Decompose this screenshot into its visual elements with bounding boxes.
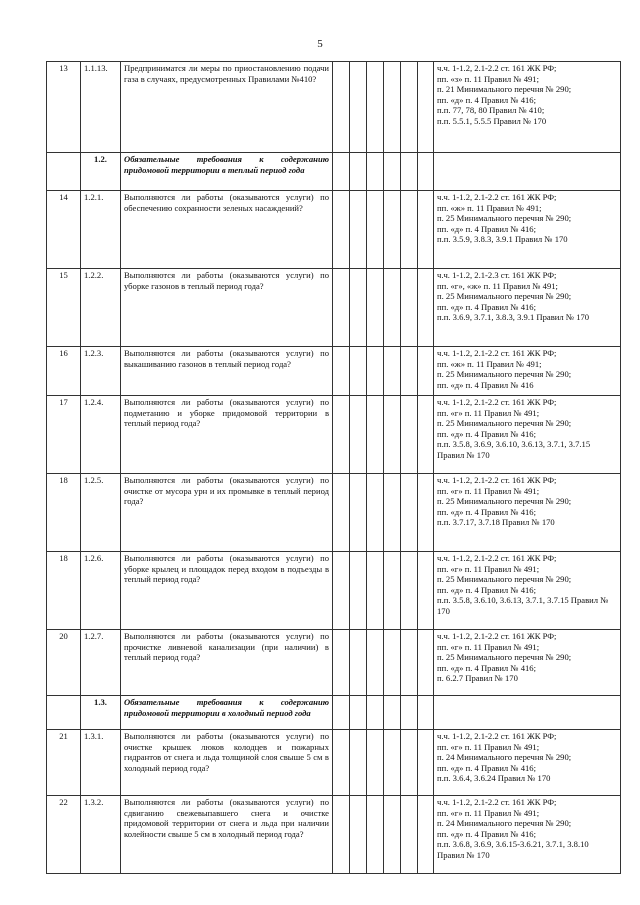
reference-line: пп. «з» п. 11 Правил № 491;: [437, 73, 539, 84]
answer-cell: [367, 62, 384, 153]
answer-cell: [401, 474, 418, 552]
item-code-cell: 1.2.4.: [81, 396, 121, 474]
reference-line: п.п. 3.6.9, 3.7.1, 3.8.3, 3.9.1 Правил № 170: [437, 312, 590, 322]
reference-cell: [434, 630, 621, 696]
reference-line: пп. «г» п. 11 Правил № 491;: [437, 741, 540, 752]
answer-cell: [418, 630, 434, 696]
answer-cell: [418, 347, 434, 396]
item-code-cell: 1.1.13.: [81, 62, 121, 153]
answer-cell: [333, 191, 350, 269]
reference-line: пп. «г» п. 11 Правил № 491;: [437, 485, 540, 496]
section-row: [47, 696, 621, 730]
reference-cell: [434, 396, 621, 474]
item-code-cell: 1.2.2.: [81, 269, 121, 347]
row-number-cell: 17: [47, 396, 81, 474]
reference-line: пп. «г» п. 11 Правил № 491;: [437, 807, 540, 818]
question-cell: Выполняются ли работы (оказываются услуги) по уборке крылец и площадок перед входом в подъезды в теплый период года?: [121, 552, 333, 630]
reference-line: п. 25 Минимального перечня № 290;: [437, 213, 572, 223]
item-code-cell: 1.2.1.: [81, 191, 121, 269]
row-number-cell: [47, 696, 81, 730]
answer-cell: [350, 730, 367, 796]
answer-cell: [401, 696, 418, 730]
table-row: [47, 62, 621, 153]
answer-cell: [333, 153, 350, 191]
answer-cell: [401, 269, 418, 347]
reference-line: ч.ч. 1-1.2, 2.1-2.2 ст. 161 ЖК РФ;: [437, 731, 557, 741]
answer-cell: [418, 153, 434, 191]
question-cell: Выполняются ли работы (оказываются услуги) по очистке крышек люков колодцев и пожарных гидрантов от снега и льда толщиной слоя свыше 5 см в холодный период года?: [121, 730, 333, 796]
answer-cell: [418, 62, 434, 153]
reference-line: ч.ч. 1-1.2, 2.1-2.2 ст. 161 ЖК РФ;: [437, 475, 557, 485]
reference-cell: [434, 62, 621, 153]
question-cell: Выполняются ли работы (оказываются услуги) по выкашиванию газонов в теплый период года?: [121, 347, 333, 396]
question-cell: Выполняются ли работы (оказываются услуги) по очистке от мусора урн и их промывке в теплый период года?: [121, 474, 333, 552]
question-cell: Предприниматся ли меры по приостановлению подачи газа в случаях, предусмотренных Правилами №410?: [121, 62, 333, 153]
section-code-cell: 1.3.: [81, 696, 121, 730]
reference-line: п. 24 Минимального перечня № 290;: [437, 818, 572, 828]
answer-cell: [418, 191, 434, 269]
item-code-cell: 1.2.5.: [81, 474, 121, 552]
reference-cell: [434, 347, 621, 396]
table-row: [47, 730, 621, 796]
table-row: [47, 191, 621, 269]
reference-line: п.п. 3.7.17, 3.7.18 Правил № 170: [437, 517, 555, 527]
reference-line: пп. «д» п. 4 Правил № 416;: [437, 223, 536, 234]
row-number-cell: 22: [47, 796, 81, 874]
answer-cell: [367, 730, 384, 796]
reference-line: п. 25 Минимального перечня № 290;: [437, 574, 572, 584]
reference-cell: [434, 153, 621, 191]
answer-cell: [350, 796, 367, 874]
answer-cell: [401, 396, 418, 474]
reference-line: п.п. 3.5.9, 3.8.3, 3.9.1 Правил № 170: [437, 234, 568, 244]
answer-cell: [350, 62, 367, 153]
item-code-cell: 1.2.3.: [81, 347, 121, 396]
reference-line: ч.ч. 1-1.2, 2.1-2.2 ст. 161 ЖК РФ;: [437, 192, 557, 202]
answer-cell: [384, 696, 401, 730]
answer-cell: [401, 796, 418, 874]
reference-line: пп. «д» п. 4 Правил № 416;: [437, 301, 536, 312]
row-number-cell: [47, 153, 81, 191]
table-row: [47, 630, 621, 696]
answer-cell: [384, 191, 401, 269]
reference-line: ч.ч. 1-1.2, 2.1-2.2 ст. 161 ЖК РФ;: [437, 553, 557, 563]
reference-line: п.п. 3.5.8, 3.6.9, 3.6.10, 3.6.13, 3.7.1, 3.7.15 Правил № 170: [437, 439, 591, 460]
answer-cell: [418, 796, 434, 874]
answer-cell: [418, 269, 434, 347]
item-code-cell: 1.2.6.: [81, 552, 121, 630]
question-cell: Выполняются ли работы (оказываются услуги) по прочистке ливневой канализации (при наличии) в теплый период года?: [121, 630, 333, 696]
reference-line: пп. «д» п. 4 Правил № 416;: [437, 506, 536, 517]
answer-cell: [367, 396, 384, 474]
reference-line: пп. «г» п. 11 Правил № 491;: [437, 563, 540, 574]
answer-cell: [401, 191, 418, 269]
answer-cell: [367, 796, 384, 874]
reference-line: п. 25 Минимального перечня № 290;: [437, 418, 572, 428]
answer-cell: [367, 630, 384, 696]
reference-line: пп. «г» п. 11 Правил № 491;: [437, 407, 540, 418]
answer-cell: [418, 396, 434, 474]
page-number: 5: [317, 38, 323, 50]
row-number-cell: 18: [47, 552, 81, 630]
answer-cell: [333, 730, 350, 796]
answer-cell: [350, 191, 367, 269]
reference-line: п. 25 Минимального перечня № 290;: [437, 291, 572, 301]
reference-line: ч.ч. 1-1.2, 2.1-2.2 ст. 161 ЖК РФ;: [437, 397, 557, 407]
section-title-cell: Обязательные требования к содержанию придомовой территории в теплый период года: [121, 153, 333, 191]
answer-cell: [367, 347, 384, 396]
answer-cell: [384, 269, 401, 347]
question-cell: Выполняются ли работы (оказываются услуги) по сдвиганию свежевыпавшего снега и очистке придомовой территории от снега и льда при наличии колейности свыше 5 см в холодный период года?: [121, 796, 333, 874]
answer-cell: [350, 630, 367, 696]
answer-cell: [384, 630, 401, 696]
reference-line: пп. «д» п. 4 Правил № 416;: [437, 662, 536, 673]
answer-cell: [418, 730, 434, 796]
reference-line: пп. «д» п. 4 Правил № 416: [437, 379, 534, 390]
question-cell: Выполняются ли работы (оказываются услуги) по обеспечению сохранности зеленых насаждений?: [121, 191, 333, 269]
answer-cell: [384, 552, 401, 630]
answer-cell: [333, 396, 350, 474]
reference-cell: [434, 730, 621, 796]
reference-line: пп. «ж» п. 11 Правил № 491;: [437, 358, 542, 369]
reference-line: пп. «д» п. 4 Правил № 416;: [437, 584, 536, 595]
reference-cell: [434, 796, 621, 874]
answer-cell: [418, 552, 434, 630]
answer-cell: [401, 62, 418, 153]
answer-cell: [333, 796, 350, 874]
reference-line: пп. «г» п. 11 Правил № 491;: [437, 641, 540, 652]
reference-line: пп. «д» п. 4 Правил № 416;: [437, 428, 536, 439]
reference-line: п.п. 3.5.8, 3.6.10, 3.6.13, 3.7.1, 3.7.15 Правил № 170: [437, 595, 609, 616]
answer-cell: [401, 552, 418, 630]
reference-cell: [434, 474, 621, 552]
answer-cell: [333, 552, 350, 630]
answer-cell: [401, 630, 418, 696]
table-row: [47, 347, 621, 396]
row-number-cell: 16: [47, 347, 81, 396]
answer-cell: [333, 630, 350, 696]
answer-cell: [367, 474, 384, 552]
row-number-cell: 21: [47, 730, 81, 796]
reference-cell: [434, 696, 621, 730]
answer-cell: [367, 191, 384, 269]
answer-cell: [401, 153, 418, 191]
answer-cell: [384, 730, 401, 796]
item-code-cell: 1.3.2.: [81, 796, 121, 874]
section-row: [47, 153, 621, 191]
answer-cell: [384, 62, 401, 153]
reference-line: п.п. 5.5.1, 5.5.5 Правил № 170: [437, 115, 547, 126]
answer-cell: [418, 474, 434, 552]
answer-cell: [333, 696, 350, 730]
answer-cell: [333, 347, 350, 396]
row-number-cell: 14: [47, 191, 81, 269]
answer-cell: [350, 474, 367, 552]
reference-line: пп. «ж» п. 11 Правил № 491;: [437, 202, 542, 213]
answer-cell: [350, 269, 367, 347]
table-row: [47, 269, 621, 347]
reference-cell: [434, 552, 621, 630]
answer-cell: [367, 552, 384, 630]
answer-cell: [384, 347, 401, 396]
answer-cell: [350, 347, 367, 396]
section-code-cell: 1.2.: [81, 153, 121, 191]
requirements-table: [46, 61, 621, 874]
answer-cell: [333, 474, 350, 552]
reference-line: ч.ч. 1-1.2, 2.1-2.2 ст. 161 ЖК РФ;: [437, 631, 557, 641]
table-row: [47, 396, 621, 474]
reference-line: пп. «д» п. 4 Правил № 416;: [437, 828, 536, 839]
reference-cell: [434, 269, 621, 347]
row-number-cell: 20: [47, 630, 81, 696]
reference-line: пп. «г», «ж» п. 11 Правил № 491;: [437, 280, 558, 291]
answer-cell: [401, 347, 418, 396]
item-code-cell: 1.2.7.: [81, 630, 121, 696]
answer-cell: [384, 396, 401, 474]
row-number-cell: 13: [47, 62, 81, 153]
reference-line: ч.ч. 1-1.2, 2.1-2.2 ст. 161 ЖК РФ;: [437, 63, 557, 73]
answer-cell: [350, 396, 367, 474]
table-row: [47, 552, 621, 630]
answer-cell: [401, 730, 418, 796]
reference-line: п. 6.2.7 Правил № 170: [437, 673, 518, 683]
reference-line: п. 25 Минимального перечня № 290;: [437, 369, 572, 379]
row-number-cell: 15: [47, 269, 81, 347]
question-cell: Выполняются ли работы (оказываются услуги) по уборке газонов в теплый период года?: [121, 269, 333, 347]
reference-line: пп. «д» п. 4 Правил № 416;: [437, 762, 536, 773]
reference-line: п.п. 3.6.4, 3.6.24 Правил № 170: [437, 773, 551, 783]
answer-cell: [333, 62, 350, 153]
answer-cell: [367, 696, 384, 730]
reference-line: п.п. 3.6.8, 3.6.9, 3.6.15-3.6.21, 3.7.1, 3.8.10 Правил № 170: [437, 839, 589, 860]
row-number-cell: 18: [47, 474, 81, 552]
reference-cell: [434, 191, 621, 269]
answer-cell: [350, 153, 367, 191]
answer-cell: [367, 269, 384, 347]
table-body: [47, 62, 621, 874]
reference-line: п.п. 77, 78, 80 Правил № 410;: [437, 105, 545, 115]
reference-line: п. 25 Минимального перечня № 290;: [437, 652, 572, 662]
reference-line: пп. «д» п. 4 Правил № 416;: [437, 94, 536, 105]
reference-line: п. 25 Минимального перечня № 290;: [437, 496, 572, 506]
reference-line: ч.ч. 1-1.2, 2.1-2.3 ст. 161 ЖК РФ;: [437, 270, 557, 280]
table-row: [47, 474, 621, 552]
answer-cell: [367, 153, 384, 191]
reference-line: п. 21 Минимального перечня № 290;: [437, 84, 572, 94]
table-row: [47, 796, 621, 874]
item-code-cell: 1.3.1.: [81, 730, 121, 796]
answer-cell: [350, 552, 367, 630]
answer-cell: [350, 696, 367, 730]
answer-cell: [333, 269, 350, 347]
reference-line: ч.ч. 1-1.2, 2.1-2.2 ст. 161 ЖК РФ;: [437, 348, 557, 358]
answer-cell: [384, 796, 401, 874]
answer-cell: [418, 696, 434, 730]
section-title-cell: Обязательные требования к содержанию придомовой территории в холодный период года: [121, 696, 333, 730]
question-cell: Выполняются ли работы (оказываются услуги) по подметанию и уборке придомовой территории в теплый период года?: [121, 396, 333, 474]
reference-line: ч.ч. 1-1.2, 2.1-2.2 ст. 161 ЖК РФ;: [437, 797, 557, 807]
answer-cell: [384, 153, 401, 191]
answer-cell: [384, 474, 401, 552]
reference-line: п. 24 Минимального перечня № 290;: [437, 752, 572, 762]
